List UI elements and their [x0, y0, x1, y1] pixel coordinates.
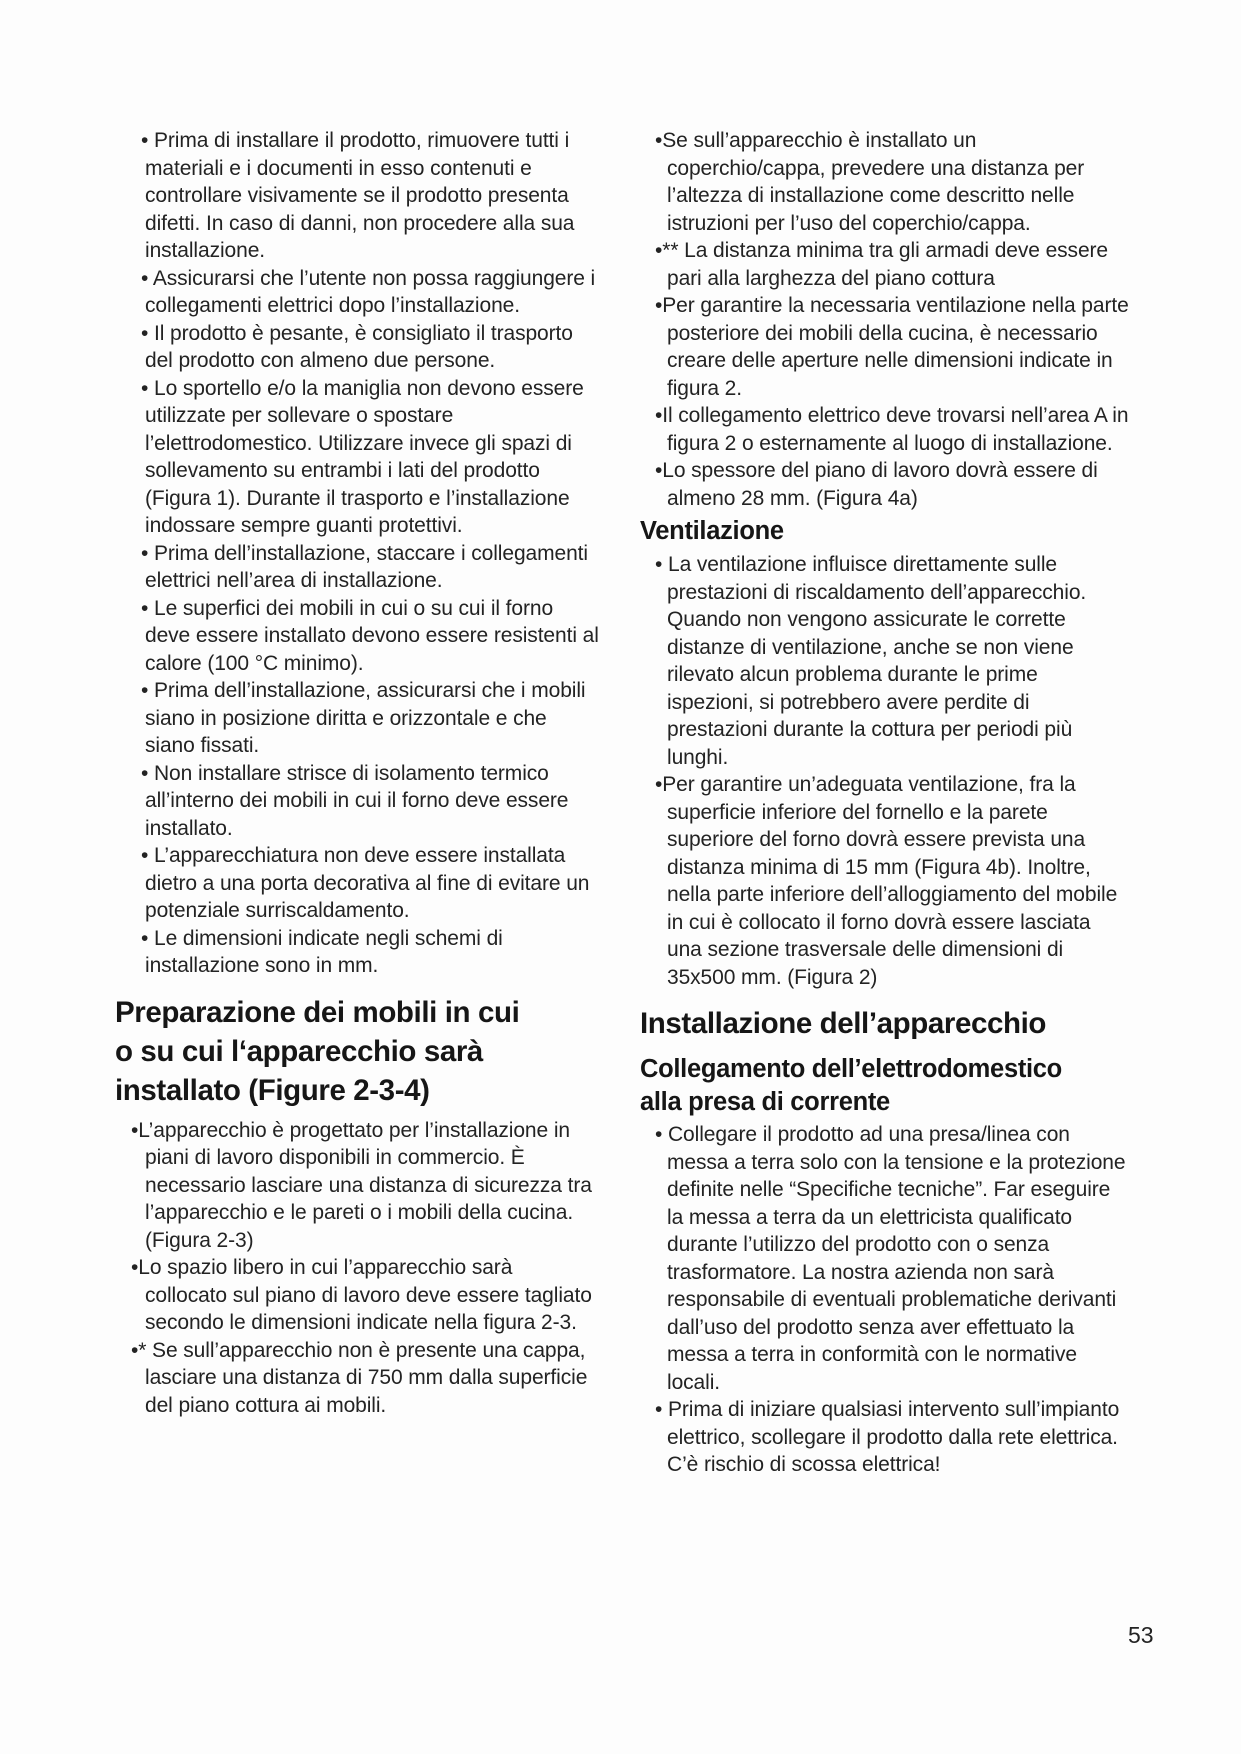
right-column: [640, 127, 1129, 1479]
section-heading-preparazione: [115, 993, 599, 1110]
list-item: • Lo sportello e/o la maniglia non devono essere utilizzate per sollevare o spostare l’elettrodomestico. Utilizzare invece gli spazi di sollevamento su entrambi i lati del prodotto (Figura 1). Durante il trasporto e l’installazione indossare sempre guanti protettivi.: [141, 376, 584, 537]
list-item: •Per garantire la necessaria ventilazione nella parte posteriore dei mobili della cucina, è necessario creare delle aperture nelle dimensioni indicate in figura 2.: [655, 294, 1129, 400]
page-number: 53: [1128, 1622, 1154, 1648]
section-heading-installazione: Installazione dell’apparecchio: [640, 1007, 1047, 1040]
list-item: •Per garantire un’adeguata ventilazione, fra la superficie inferiore del fornello e la parete superiore del forno dovrà essere prevista una distanza minima di 15 mm (Figura 4b). Inoltre, nella parte inferiore dell’alloggiamento del mobile in cui è collocato il forno dovrà essere lasciata una sezione trasversale delle dimensioni di 35x500 mm. (Figura 2): [655, 773, 1118, 989]
list-item: • Prima di iniziare qualsiasi intervento sull’impianto elettrico, scollegare il prodotto dalla rete elettrica. C’è rischio di scossa elettrica!: [655, 1398, 1120, 1476]
clearance-list: [640, 127, 1129, 512]
list-item: •** La distanza minima tra gli armadi deve essere pari alla larghezza del piano cottura: [655, 239, 1108, 290]
list-item: • Le dimensioni indicate negli schemi di installazione sono in mm.: [141, 926, 503, 977]
heading-line: Preparazione dei mobili in cui: [115, 995, 520, 1029]
list-item: •L’apparecchio è progettato per l’installazione in piani di lavoro disponibili in commercio. È necessario lasciare una distanza di sicurezza tra l’apparecchio e le pareti o i mobili della cucina. (Figura 2-3): [131, 1118, 592, 1252]
left-column: [115, 127, 599, 1419]
installation-warnings-list: [115, 127, 599, 980]
list-item: • Prima dell’installazione, assicurarsi che i mobili siano in posizione diritta e orizzontale e che siano fissati.: [141, 679, 586, 757]
list-item: •Il collegamento elettrico deve trovarsi nell’area A in figura 2 o esternamente al luogo di installazione.: [655, 404, 1129, 455]
list-item: •Lo spessore del piano di lavoro dovrà essere di almeno 28 mm. (Figura 4a): [655, 459, 1098, 510]
list-item: • Prima di installare il prodotto, rimuovere tutti i materiali e i documenti in esso contenuti e controllare visivamente se il prodotto presenta difetti. In caso di danni, non procedere alla sua installazione.: [141, 129, 575, 262]
list-item: • La ventilazione influisce direttamente sulle prestazioni di riscaldamento dell’apparecchio. Quando non vengono assicurate le corrette distanze di ventilazione, anche se non viene rilevato alcun problema durante le prime ispezioni, si potrebbero avere perdite di prestazioni durante la cottura per periodi più lunghi.: [655, 553, 1087, 769]
power-connection-list: [640, 1121, 1129, 1479]
list-item: • L’apparecchiatura non deve essere installata dietro a una porta decorativa al fine di evitare un potenziale surriscaldamento.: [141, 844, 590, 922]
preparation-list: [115, 1117, 599, 1420]
ventilation-list: [640, 551, 1129, 991]
list-item: • Prima dell’installazione, staccare i collegamenti elettrici nell’area di installazione.: [141, 541, 588, 592]
heading-line: installato (Figure 2-3-4): [115, 1073, 430, 1107]
heading-line: Collegamento dell’elettrodomestico: [640, 1055, 1062, 1083]
list-item: •Lo spazio libero in cui l’apparecchio sarà collocato sul piano di lavoro deve essere tagliato secondo le dimensioni indicate nella figura 2-3.: [131, 1256, 592, 1334]
list-item: •Se sull’apparecchio è installato un coperchio/cappa, prevedere una distanza per l’altezza di installazione come descritto nelle istruzioni per l’uso del coperchio/cappa.: [655, 129, 1085, 235]
list-item: • Collegare il prodotto ad una presa/linea con messa a terra solo con la tensione e la protezione definite nelle “Specifiche tecniche”. Far eseguire la messa a terra da un elettricista qualificato durante l’utilizzo del prodotto con o senza trasformatore. La nostra azienda non sarà responsabile di eventuali problematiche derivanti dall’uso del prodotto senza aver effettuato la messa a terra in conformità con le normative locali.: [655, 1123, 1126, 1394]
list-item: • Il prodotto è pesante, è consigliato il trasporto del prodotto con almeno due persone.: [141, 321, 573, 372]
list-item: • Non installare strisce di isolamento termico all’interno dei mobili in cui il forno deve essere installato.: [141, 761, 569, 840]
heading-line: alla presa di corrente: [640, 1088, 890, 1116]
list-item: • Assicurarsi che l’utente non possa raggiungere i collegamenti elettrici dopo l’installazione.: [141, 266, 596, 317]
list-item: • Le superfici dei mobili in cui o su cui il forno deve essere installato devono essere resistenti al calore (100 °C minimo).: [141, 596, 599, 675]
section-heading-ventilazione: Ventilazione: [640, 517, 784, 545]
list-item: •* Se sull’apparecchio non è presente una cappa, lasciare una distanza di 750 mm dalla superficie del piano cottura ai mobili.: [131, 1338, 588, 1417]
subsection-heading-collegamento: [640, 1053, 1129, 1119]
heading-line: o su cui l‘apparecchio sarà: [115, 1034, 483, 1068]
